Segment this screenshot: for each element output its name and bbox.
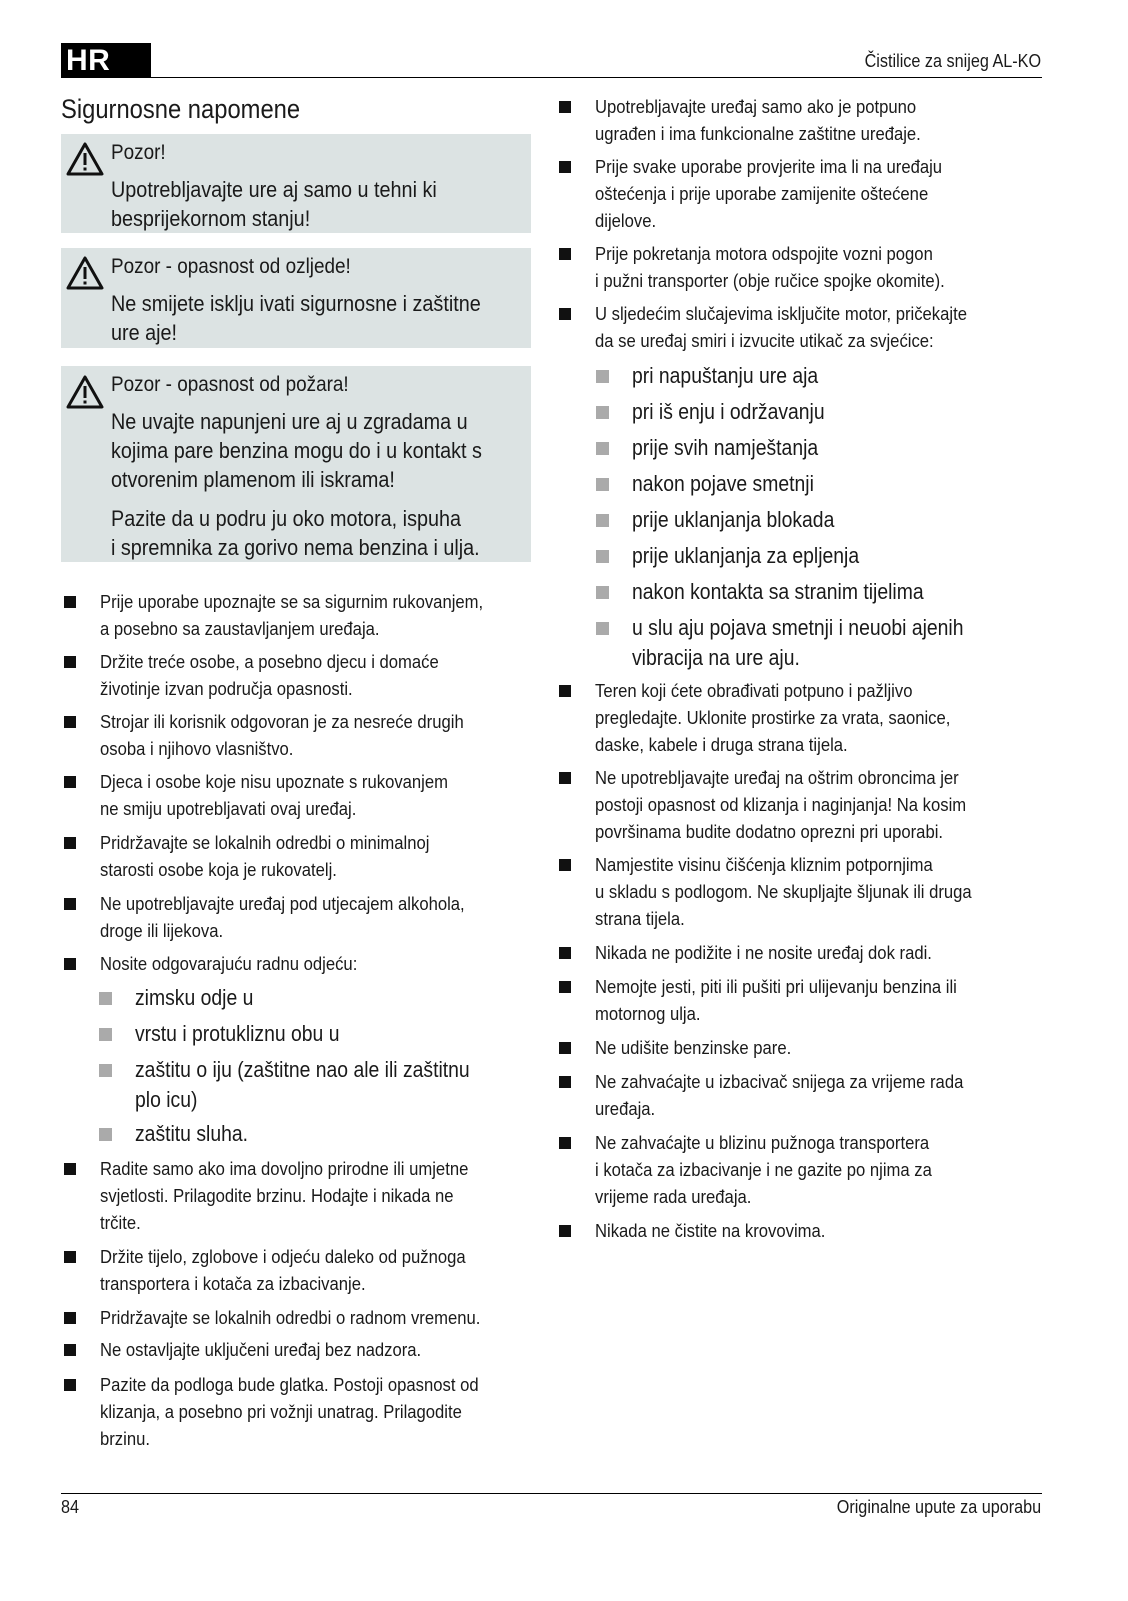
warning-triangle-icon xyxy=(66,142,104,176)
list-item-text: Strojar ili korisnik odgovoran je za nesreće drugih osoba i njihovo vlasništvo. xyxy=(100,711,464,759)
footer-rule xyxy=(61,1493,1042,1494)
warning-box-fire xyxy=(61,366,531,562)
list-item-text: Pridržavajte se lokalnih odredbi o minimalnoj starosti osobe koja je rukovatelj. xyxy=(100,832,430,880)
header-rule xyxy=(151,77,1042,78)
warning-body-2: Pazite da u podru ju oko motora, ispuha i spremnika za gorivo nema benzina i ulja. xyxy=(111,506,480,560)
list-item-text: Prije pokretanja motora odspojite vozni pogon i pužni transporter (obje ručice spojke okomite). xyxy=(595,243,945,291)
list-item-text: Nikada ne podižite i ne nosite uređaj dok radi. xyxy=(595,942,932,963)
list-item-text: Držite treće osobe, a posebno djecu i domaće životinje izvan područja opasnosti. xyxy=(100,651,439,699)
bullet-square-icon xyxy=(559,772,571,784)
warning-body: Ne smijete isklju ivati sigurnosne i zaštitne ure aje! xyxy=(111,291,481,345)
bullet-square-icon xyxy=(559,1137,571,1149)
language-badge xyxy=(61,43,151,78)
list-item-text: Nikada ne čistite na krovovima. xyxy=(595,1220,826,1241)
bullet-square-icon xyxy=(64,1379,76,1391)
list-item-text: Teren koji ćete obrađivati potpuno i pažljivo pregledajte. Uklonite prostirke za vrata, saonice, daske, kabele i druga strana tijela. xyxy=(595,680,951,755)
list-item-text: Ne zahvaćajte u blizinu pužnoga transportera i kotača za izbacivanje i ne gazite po njima za vrijeme rada uređaja. xyxy=(595,1132,932,1207)
list-item-text: Prije svake uporabe provjerite ima li na uređaju oštećenja i prije uporabe zamijenite oštećene dijelove. xyxy=(595,156,943,231)
list-item-text: Držite tijelo, zglobove i odjeću daleko od pužnoga transportera i kotača za izbacivanje. xyxy=(100,1246,466,1294)
bullet-square-icon xyxy=(559,1076,571,1088)
footer-doc-title: Originalne upute za uporabu xyxy=(836,1497,1041,1517)
list-item-text: pri iš enju i održavanju xyxy=(632,399,825,424)
list-item-text: Ne ostavljajte uključeni uređaj bez nadzora. xyxy=(100,1339,422,1360)
bullet-square-icon xyxy=(559,101,571,113)
list-item-text: prije svih namještanja xyxy=(632,435,819,460)
list-item-text: prije uklanjanja blokada xyxy=(632,507,835,532)
bullet-square-icon xyxy=(64,776,76,788)
bullet-square-icon xyxy=(559,161,571,173)
list-item-text: zaštitu sluha. xyxy=(135,1121,248,1146)
list-item-text: prije uklanjanja za epljenja xyxy=(632,543,860,568)
bullet-square-icon xyxy=(559,308,571,320)
bullet-square-icon xyxy=(559,947,571,959)
bullet-square-icon xyxy=(596,406,609,419)
bullet-square-icon xyxy=(99,992,112,1005)
bullet-square-icon xyxy=(99,1028,112,1041)
list-item-text: Prije uporabe upoznajte se sa sigurnim rukovanjem, a posebno sa zaustavljanjem uređaja. xyxy=(100,591,484,639)
list-item-text: Nosite odgovarajuću radnu odjeću: xyxy=(100,953,358,974)
warning-triangle-icon xyxy=(66,256,104,290)
bullet-square-icon xyxy=(64,1312,76,1324)
bullet-square-icon xyxy=(559,1225,571,1237)
bullet-square-icon xyxy=(64,1251,76,1263)
warning-triangle-icon xyxy=(66,375,104,409)
list-item-text: Djeca i osobe koje nisu upoznate s rukovanjem ne smiju upotrebljavati ovaj uređaj. xyxy=(100,771,449,819)
bullet-square-icon xyxy=(64,898,76,910)
bullet-square-icon xyxy=(559,859,571,871)
language-code: HR xyxy=(66,44,111,77)
page-number: 84 xyxy=(61,1497,80,1517)
list-item-text: nakon kontakta sa stranim tijelima xyxy=(632,579,924,604)
list-item-text: Pridržavajte se lokalnih odredbi o radnom vremenu. xyxy=(100,1307,481,1328)
bullet-square-icon xyxy=(64,1163,76,1175)
bullet-square-icon xyxy=(99,1128,112,1141)
bullet-square-icon xyxy=(64,656,76,668)
warning-title: Pozor - opasnost od požara! xyxy=(111,372,349,396)
list-item-text: Pazite da podloga bude glatka. Postoji opasnost od klizanja, a posebno pri vožnji unatrag. Prilagodite brzinu. xyxy=(100,1374,479,1449)
bullet-square-icon xyxy=(596,442,609,455)
list-item-text: Ne udišite benzinske pare. xyxy=(595,1037,792,1058)
list-item-text: Radite samo ako ima dovoljno prirodne ili umjetne svjetlosti. Prilagodite brzinu. Hodajte i nikada ne trčite. xyxy=(100,1158,469,1233)
list-item-text: zaštitu o iju (zaštitne nao ale ili zaštitnu plo icu) xyxy=(135,1057,470,1112)
bullet-square-icon xyxy=(559,685,571,697)
list-item-text: vrstu i protukliznu obu u xyxy=(135,1021,340,1046)
list-item-text: Ne upotrebljavajte uređaj pod utjecajem alkohola, droge ili lijekova. xyxy=(100,893,465,941)
list-item-text: Upotrebljavajte uređaj samo ako je potpuno ugrađen i ima funkcionalne zaštitne uređaje. xyxy=(595,96,921,144)
header-doc-title: Čistilice za snijeg AL-KO xyxy=(864,51,1041,71)
list-item-text: u slu aju pojava smetnji i neuobi ajenih vibracija na ure aju. xyxy=(632,615,964,670)
bullet-square-icon xyxy=(559,248,571,260)
bullet-square-icon xyxy=(596,514,609,527)
warning-box-general xyxy=(61,134,531,233)
list-item-text: Namjestite visinu čišćenja kliznim potpornjima u skladu s podlogom. Ne skupljajte šljunak ili druga strana tijela. xyxy=(595,854,972,929)
list-item-text: Ne upotrebljavajte uređaj na oštrim obroncima jer postoji opasnost od klizanja i naginjanja! Na kosim površinama budite dodatno oprezni pri uporabi. xyxy=(595,767,967,842)
bullet-square-icon xyxy=(64,837,76,849)
list-item-text: pri napuštanju ure aja xyxy=(632,363,819,388)
bullet-square-icon xyxy=(596,370,609,383)
bullet-square-icon xyxy=(64,958,76,970)
list-item-text: Nemojte jesti, piti ili pušiti pri ulijevanju benzina ili motornog ulja. xyxy=(595,976,957,1024)
bullet-square-icon xyxy=(99,1064,112,1077)
warning-title: Pozor! xyxy=(111,140,166,164)
warning-body: Ne uvajte napunjeni ure aj u zgradama u kojima pare benzina mogu do i u kontakt s otvorenim plamenom ili iskrama! xyxy=(111,409,482,492)
bullet-square-icon xyxy=(64,716,76,728)
list-item-text: Ne zahvaćajte u izbacivač snijega za vrijeme rada uređaja. xyxy=(595,1071,964,1119)
bullet-square-icon xyxy=(596,550,609,563)
warning-title: Pozor - opasnost od ozljede! xyxy=(111,254,351,278)
warning-body: Upotrebljavajte ure aj samo u tehni ki besprijekornom stanju! xyxy=(111,177,437,231)
bullet-square-icon xyxy=(596,478,609,491)
list-item-text: U sljedećim slučajevima isključite motor, pričekajte da se uređaj smiri i izvucite utikač za svjećice: xyxy=(595,303,967,351)
list-item-text: nakon pojave smetnji xyxy=(632,471,814,496)
bullet-square-icon xyxy=(596,622,609,635)
warning-box-injury xyxy=(61,248,531,348)
list-item-text: zimsku odje u xyxy=(135,985,254,1010)
bullet-square-icon xyxy=(64,596,76,608)
bullet-square-icon xyxy=(596,586,609,599)
bullet-square-icon xyxy=(559,981,571,993)
section-title: Sigurnosne napomene xyxy=(61,94,301,124)
bullet-square-icon xyxy=(559,1042,571,1054)
bullet-square-icon xyxy=(64,1344,76,1356)
